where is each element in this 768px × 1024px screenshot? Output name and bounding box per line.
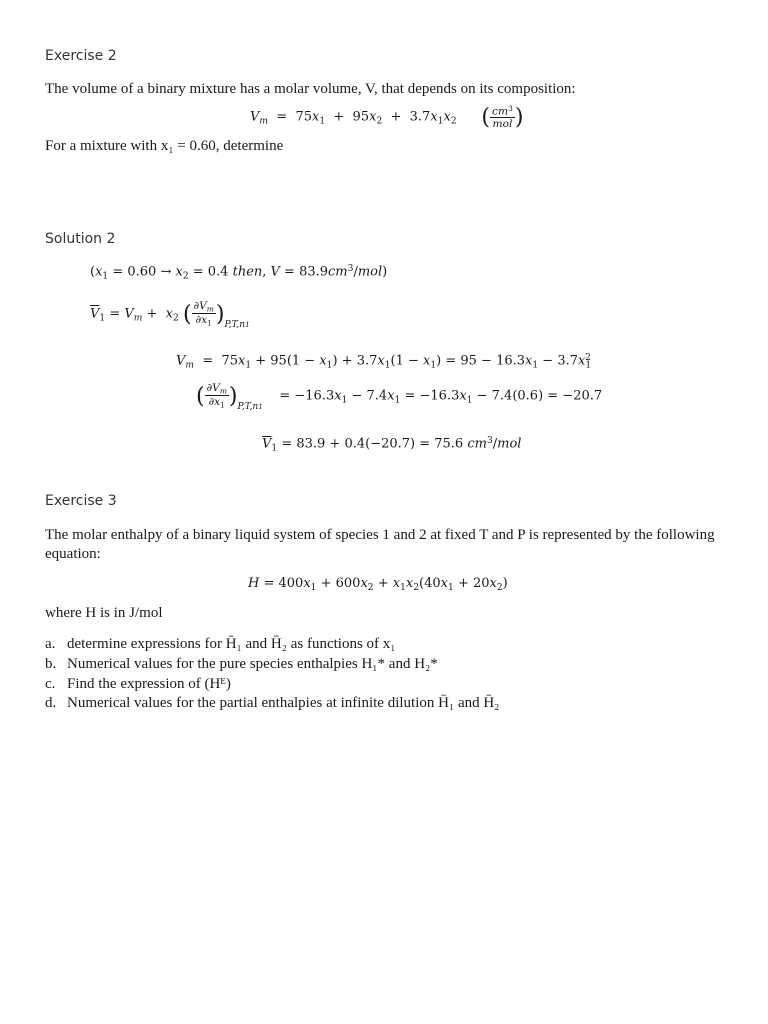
solution-2-line-2: $\overline{V}_1 = V_m + x_2$ ( $\frac{\partial V_m}{\partial x_1}$ )$_{P,T,n1}$ <box>90 299 250 330</box>
exercise-3-intro-line-2: equation: <box>45 546 101 562</box>
list-item-c-text: Find the expression of (Hᴱ) <box>67 676 231 692</box>
exercise-3-units: where H is in J/mol <box>45 605 163 621</box>
solution-2-line-5: $\overline{V}_1 = 83.9 + 0.4(-20.7) = 75.6$ $cm^3$/mol <box>262 436 522 454</box>
list-item-a: a. determine expressions for H̄₁ and H̄₂ as functions of x₁ <box>45 636 396 652</box>
list-item-c: c. Find the expression of (Hᴱ) <box>45 676 231 692</box>
solution-2-line-3: $V_m = 75x_1 + 95(1 - x_1) + 3.7x_1(1 - x_1) = 95 - 16.3x_1 - 3.7x_1^2$ <box>176 353 592 371</box>
exercise-3-heading: Exercise 3 <box>45 493 117 509</box>
exercise-2-equation: $V_m = 75x_1 + 95x_2 + 3.7x_1x_2$ ( $\frac{cm^3}{\text{mol}}$ ) <box>250 103 524 130</box>
list-item-d-text: Numerical values for the partial enthalpies at infinite dilution H̄₁ and H̄₂ <box>67 695 500 711</box>
exercise-3-equation: $H = 400x_1 + 600x_2 + x_1x_2(40x_1 + 20x_2)$ <box>248 576 508 594</box>
exercise-2-condition: For a mixture with x₁ = 0.60, determine <box>45 138 284 154</box>
solution-2-line-4: ( $\frac{\partial V_m}{\partial x_1}$ )$_{P,T,n1}$ = $-16.3x_1 - 7.4x_1 = -16.3x_1 - 7.4(0.6) = -20.7$ <box>196 381 603 412</box>
exercise-2-intro: The volume of a binary mixture has a molar volume, V, that depends on its composition: <box>45 81 576 97</box>
solution-2-heading: Solution 2 <box>45 231 116 247</box>
list-item-a-text: determine expressions for H̄₁ and H̄₂ as functions of x₁ <box>67 636 396 652</box>
solution-2-line-1: ($x_1 = 0.60 \to x_2 = 0.4$ then, $V = 83.9cm^3/mol$) <box>90 264 388 282</box>
exercise-2-heading: Exercise 2 <box>45 48 117 64</box>
list-item-b: b. Numerical values for the pure species enthalpies H₁* and H₂* <box>45 656 438 672</box>
list-item-d: d. Numerical values for the partial enthalpies at infinite dilution H̄₁ and H̄₂ <box>45 695 500 711</box>
exercise-3-intro-line-1: The molar enthalpy of a binary liquid system of species 1 and 2 at fixed T and P is represented by the following <box>45 527 715 543</box>
list-item-b-text: Numerical values for the pure species enthalpies H₁* and H₂* <box>67 656 438 672</box>
